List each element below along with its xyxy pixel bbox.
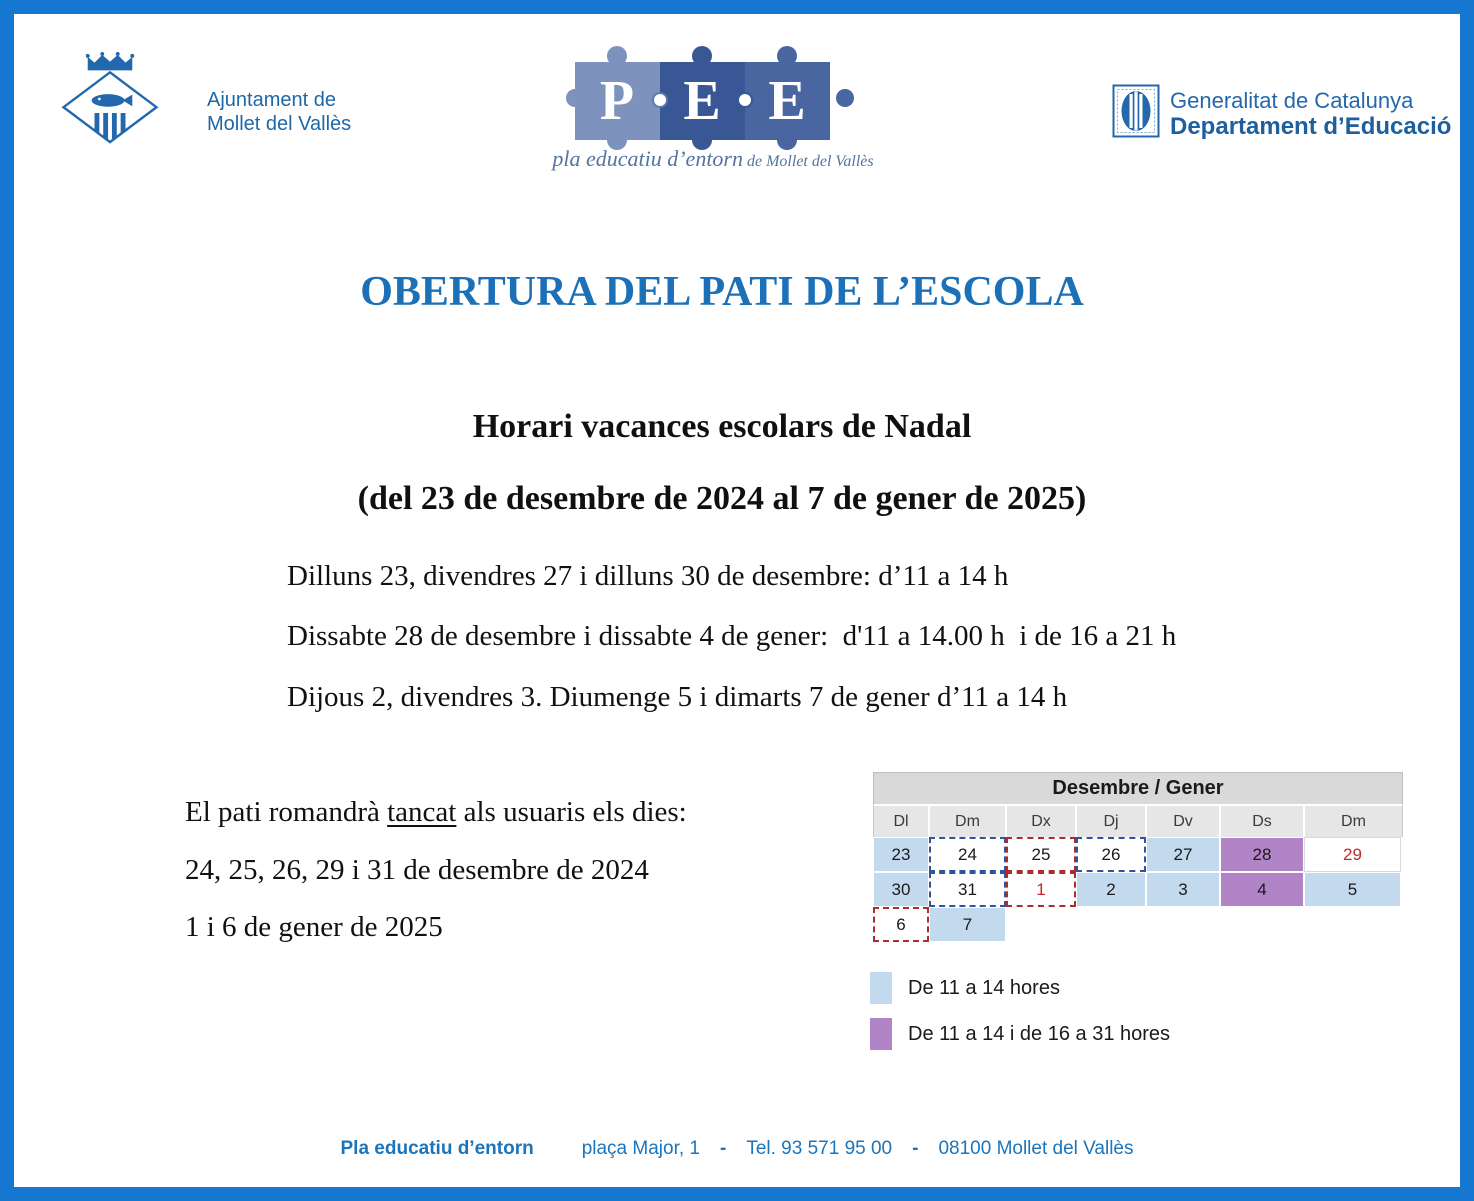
pee-letter-p: P — [599, 70, 635, 132]
page-title: OBERTURA DEL PATI DE L’ESCOLA — [360, 269, 1084, 315]
ajuntament-line2: Mollet del Vallès — [207, 113, 352, 135]
closed-intro-before: El pati romandrà — [185, 796, 388, 828]
pee-tagline-small: de Mollet del Vallès — [743, 153, 874, 170]
calendar-title: Desembre / Gener — [873, 772, 1403, 806]
calendar-day-cell — [1304, 907, 1401, 942]
closed-days-january: 1 i 6 de gener de 2025 — [185, 911, 443, 943]
subtitle-line2: (del 23 de desembre de 2024 al 7 de gener de 2025) — [357, 480, 1087, 517]
footer-org-name: Pla educatiu d’entorn — [340, 1138, 534, 1159]
calendar-week-row — [873, 837, 1403, 872]
schedule-line-1: Dilluns 23, divendres 27 i dilluns 30 de desembre: d’11 a 14 h — [287, 560, 1009, 592]
ajuntament-crest-icon — [56, 52, 164, 144]
calendar-day-header: Dv — [1147, 806, 1221, 837]
footer-separator: - — [720, 1138, 727, 1159]
closed-intro-underlined: tancat — [387, 796, 457, 828]
calendar-day-cell: 3 — [1146, 872, 1220, 907]
calendar-day-cell — [1220, 907, 1304, 942]
footer-phone: Tel. 93 571 95 00 — [746, 1138, 893, 1159]
calendar-day-cell — [1146, 907, 1220, 942]
calendar-day-header: Dl — [874, 806, 930, 837]
subtitle-line1: Horari vacances escolars de Nadal — [472, 408, 972, 445]
legend-item — [870, 1018, 1170, 1050]
generalitat-logo-text — [1170, 88, 1451, 140]
calendar-day-header: Dm — [1341, 812, 1366, 830]
calendar-day-cell: 26 — [1076, 837, 1146, 872]
calendar-day-cell: 1 — [1006, 872, 1076, 907]
schedule-line-2: Dissabte 28 de desembre i dissabte 4 de gener: d'11 a 14.00 h i de 16 a 21 h — [287, 620, 1177, 652]
calendar-day-header: Dm — [930, 806, 1007, 837]
calendar-day-cell: 2 — [1076, 872, 1146, 907]
calendar-day-cell: 28 — [1220, 837, 1304, 872]
footer-address: plaça Major, 1 — [581, 1138, 700, 1159]
legend-label: De 11 a 14 hores — [908, 976, 1060, 999]
closed-days-intro — [185, 796, 687, 829]
calendar-day-cell — [1006, 907, 1076, 942]
generalitat-line2: Departament d’Educació — [1170, 113, 1452, 140]
legend-swatch — [870, 972, 892, 1004]
legend-label: De 11 a 14 i de 16 a 31 hores — [908, 1022, 1171, 1045]
closed-intro-after: als usuaris els dies: — [456, 796, 687, 828]
pee-tagline-main: pla educatiu d’entorn — [552, 146, 743, 171]
calendar-legend — [870, 972, 1170, 1064]
ajuntament-logo-text — [207, 88, 351, 136]
footer — [0, 1138, 1474, 1160]
legend-item — [870, 972, 1170, 1004]
pee-tagline — [548, 146, 878, 172]
footer-separator: - — [912, 1138, 919, 1159]
calendar-day-header-row — [873, 806, 1403, 837]
calendar-day-cell: 31 — [929, 872, 1006, 907]
calendar-grid — [873, 837, 1403, 942]
footer-postal-city: 08100 Mollet del Vallès — [938, 1138, 1134, 1159]
calendar — [873, 772, 1403, 942]
calendar-day-cell: 6 — [873, 907, 929, 942]
calendar-day-header: Ds — [1221, 806, 1305, 837]
pee-letter-e2: E — [768, 70, 806, 132]
calendar-day-cell: 24 — [929, 837, 1006, 872]
pee-letter-e1: E — [683, 70, 721, 132]
schedule-line-3: Dijous 2, divendres 3. Diumenge 5 i dimarts 7 de gener d’11 a 14 h — [287, 681, 1068, 713]
calendar-day-header: Dx — [1007, 806, 1077, 837]
calendar-day-cell: 5 — [1304, 872, 1401, 907]
closed-days-december: 24, 25, 26, 29 i 31 de desembre de 2024 — [185, 854, 649, 886]
calendar-week-row — [873, 872, 1403, 907]
calendar-day-cell — [1076, 907, 1146, 942]
calendar-day-cell: 4 — [1220, 872, 1304, 907]
legend-swatch — [870, 1018, 892, 1050]
generalitat-senyera-icon — [1112, 84, 1160, 138]
calendar-day-cell: 7 — [929, 907, 1006, 942]
calendar-day-cell: 27 — [1146, 837, 1220, 872]
calendar-day-cell: 29 — [1304, 837, 1401, 872]
calendar-day-header: Dj — [1077, 806, 1147, 837]
generalitat-line1: Generalitat de Catalunya — [1170, 88, 1414, 113]
ajuntament-line1: Ajuntament de — [207, 89, 336, 111]
calendar-day-cell: 23 — [873, 837, 929, 872]
calendar-day-cell: 30 — [873, 872, 929, 907]
calendar-week-row — [873, 907, 1403, 942]
calendar-day-cell: 25 — [1006, 837, 1076, 872]
pee-puzzle-logo-icon — [563, 34, 857, 152]
